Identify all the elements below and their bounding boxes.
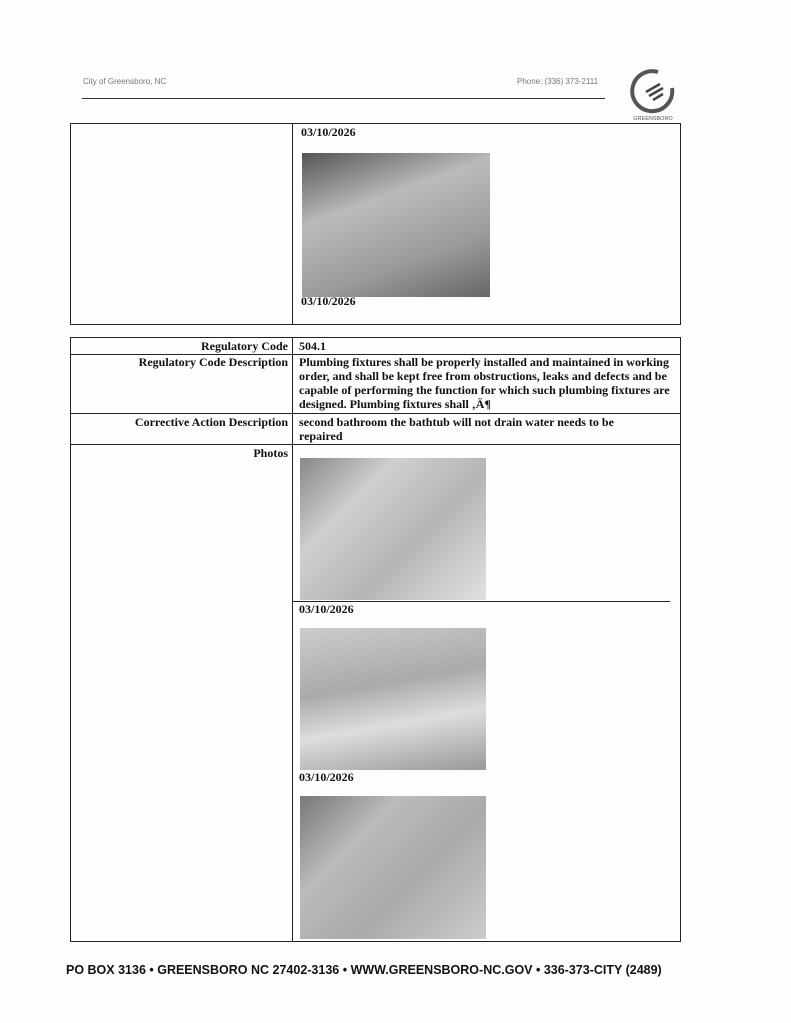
footer-address: PO BOX 3136 • GREENSBORO NC 27402-3136 • WWW.GREENSBORO-NC.GOV • 336-373-CITY (2489) [66,963,662,977]
bathtub-photo [300,458,486,600]
header-city: City of Greensboro, NC [83,77,167,86]
row-divider [70,444,680,445]
photo-date: 03/10/2026 [299,770,354,784]
corrective-action-label: Corrective Action Description [134,415,288,429]
photos-label: Photos [253,446,288,460]
column-divider [292,123,293,324]
wiring-photo [302,153,490,297]
bathtub-photo [300,628,486,770]
photo-date: 03/10/2026 [301,125,356,139]
header-rule [82,98,605,99]
svg-text:GREENSBORO: GREENSBORO [633,116,673,122]
column-divider [292,337,293,941]
regulatory-code-value: 504.1 [299,339,326,353]
header-phone: Phone: (336) 373-2111 [517,77,599,86]
code-description-value: Plumbing fixtures shall be properly installed and maintained in working order, and shall be kept free from obstructions, leaks and defects and be capable of performing the function for which such plumbing fixtures are designed. Plumbing fixtures shall ‚Ä¶ [299,355,670,411]
code-description-label: Regulatory Code Description [138,355,288,369]
photo-date: 03/10/2026 [301,294,356,308]
photo-date: 03/10/2026 [299,602,354,616]
row-divider [70,413,680,414]
greensboro-logo [628,66,678,122]
bathtub-photo [300,796,486,939]
regulatory-code-label: Regulatory Code [201,339,288,353]
corrective-action-value: second bathroom the bathtub will not drain water needs to be repaired [299,415,614,443]
